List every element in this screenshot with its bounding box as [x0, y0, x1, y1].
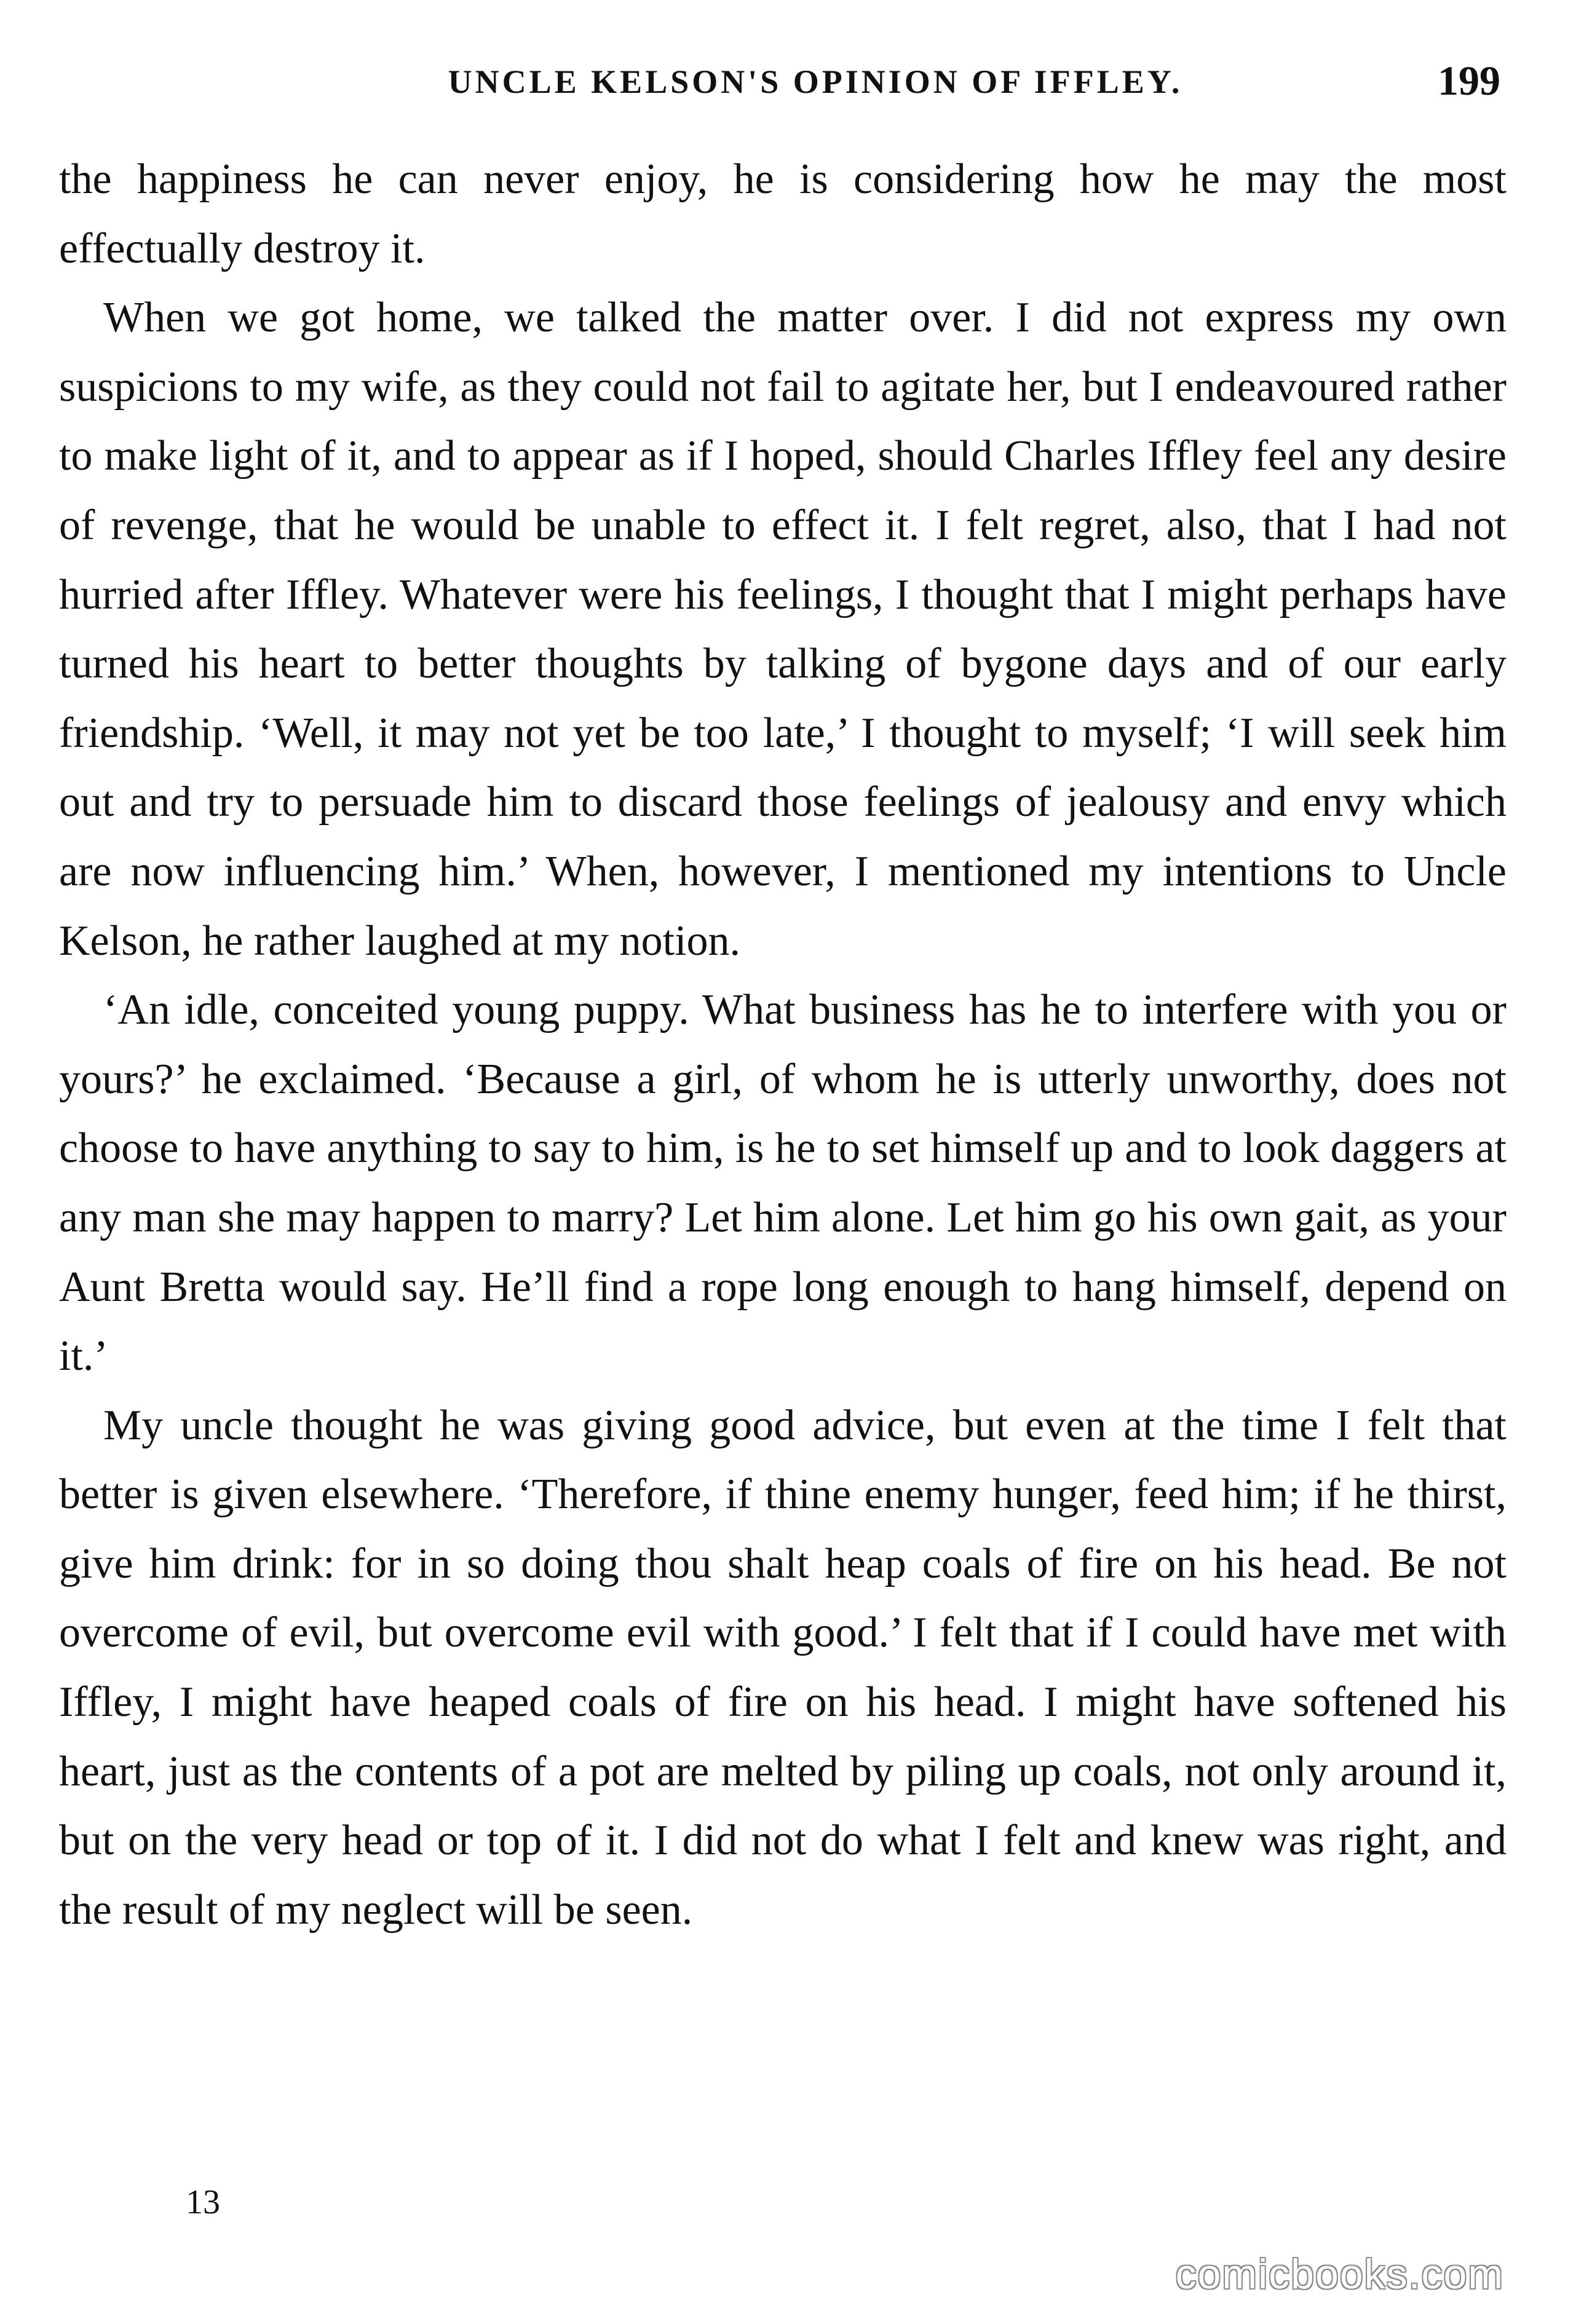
page-number: 199 — [1438, 57, 1500, 104]
body-text — [59, 145, 1507, 1945]
watermark-logo: comicbooks.com — [1175, 2251, 1504, 2298]
signature-mark: 13 — [186, 2183, 220, 2221]
running-title: UNCLE KELSON'S OPINION OF IFFLEY. — [448, 63, 1183, 100]
paragraph: My uncle thought he was giving good advice, but even at the time I felt that better is given elsewhere. ‘Therefore, if thine enemy hunger, feed him; if he thirst, give him drink: for in so doing thou shalt heap coals of fire on his head. Be not overcome of evil, but overcome evil with good.’ I felt that if I could have met with Iffley, I might have heaped coals of fire on his head. I might have softened his heart, just as the contents of a pot are melted by piling up coals, not only around it, but on the very head or top of it. I did not do what I felt and knew was right, and the result of my neglect will be seen. — [59, 1401, 1507, 1934]
running-head — [59, 57, 1525, 106]
paragraph: When we got home, we talked the matter over. I did not express my own suspicions to my wife, as they could not fail to agitate her, but I endeavoured rather to make light of it, and to appear as if I hoped, should Charles Iffley feel any desire of revenge, that he would be unable to effect it. I felt regret, also, that I had not hurried after Iffley. Whatever were his feelings, I thought that I might perhaps have turned his heart to better thoughts by talking of bygone days and of our early friendship. ‘Well, it may not yet be too late,’ I thought to myself; ‘I will seek him out and try to persuade him to discard those feelings of jealousy and envy which are now influencing him.’ When, however, I mentioned my intentions to Uncle Kelson, he rather laughed at my notion. — [59, 294, 1507, 965]
paragraph-continuation: the happiness he can never enjoy, he is considering how he may the most effectually destroy it. — [59, 156, 1507, 272]
paragraph: ‘An idle, conceited young puppy. What business has he to interfere with you or yours?’ he exclaimed. ‘Because a girl, of whom he is utterly unworthy, does not choose to have anything to say to him, is he to set himself up and to look daggers at any man she may happen to marry? Let him alone. Let him go his own gait, as your Aunt Bretta would say. He’ll find a rope long enough to hang himself, depend on it.’ — [59, 986, 1507, 1380]
